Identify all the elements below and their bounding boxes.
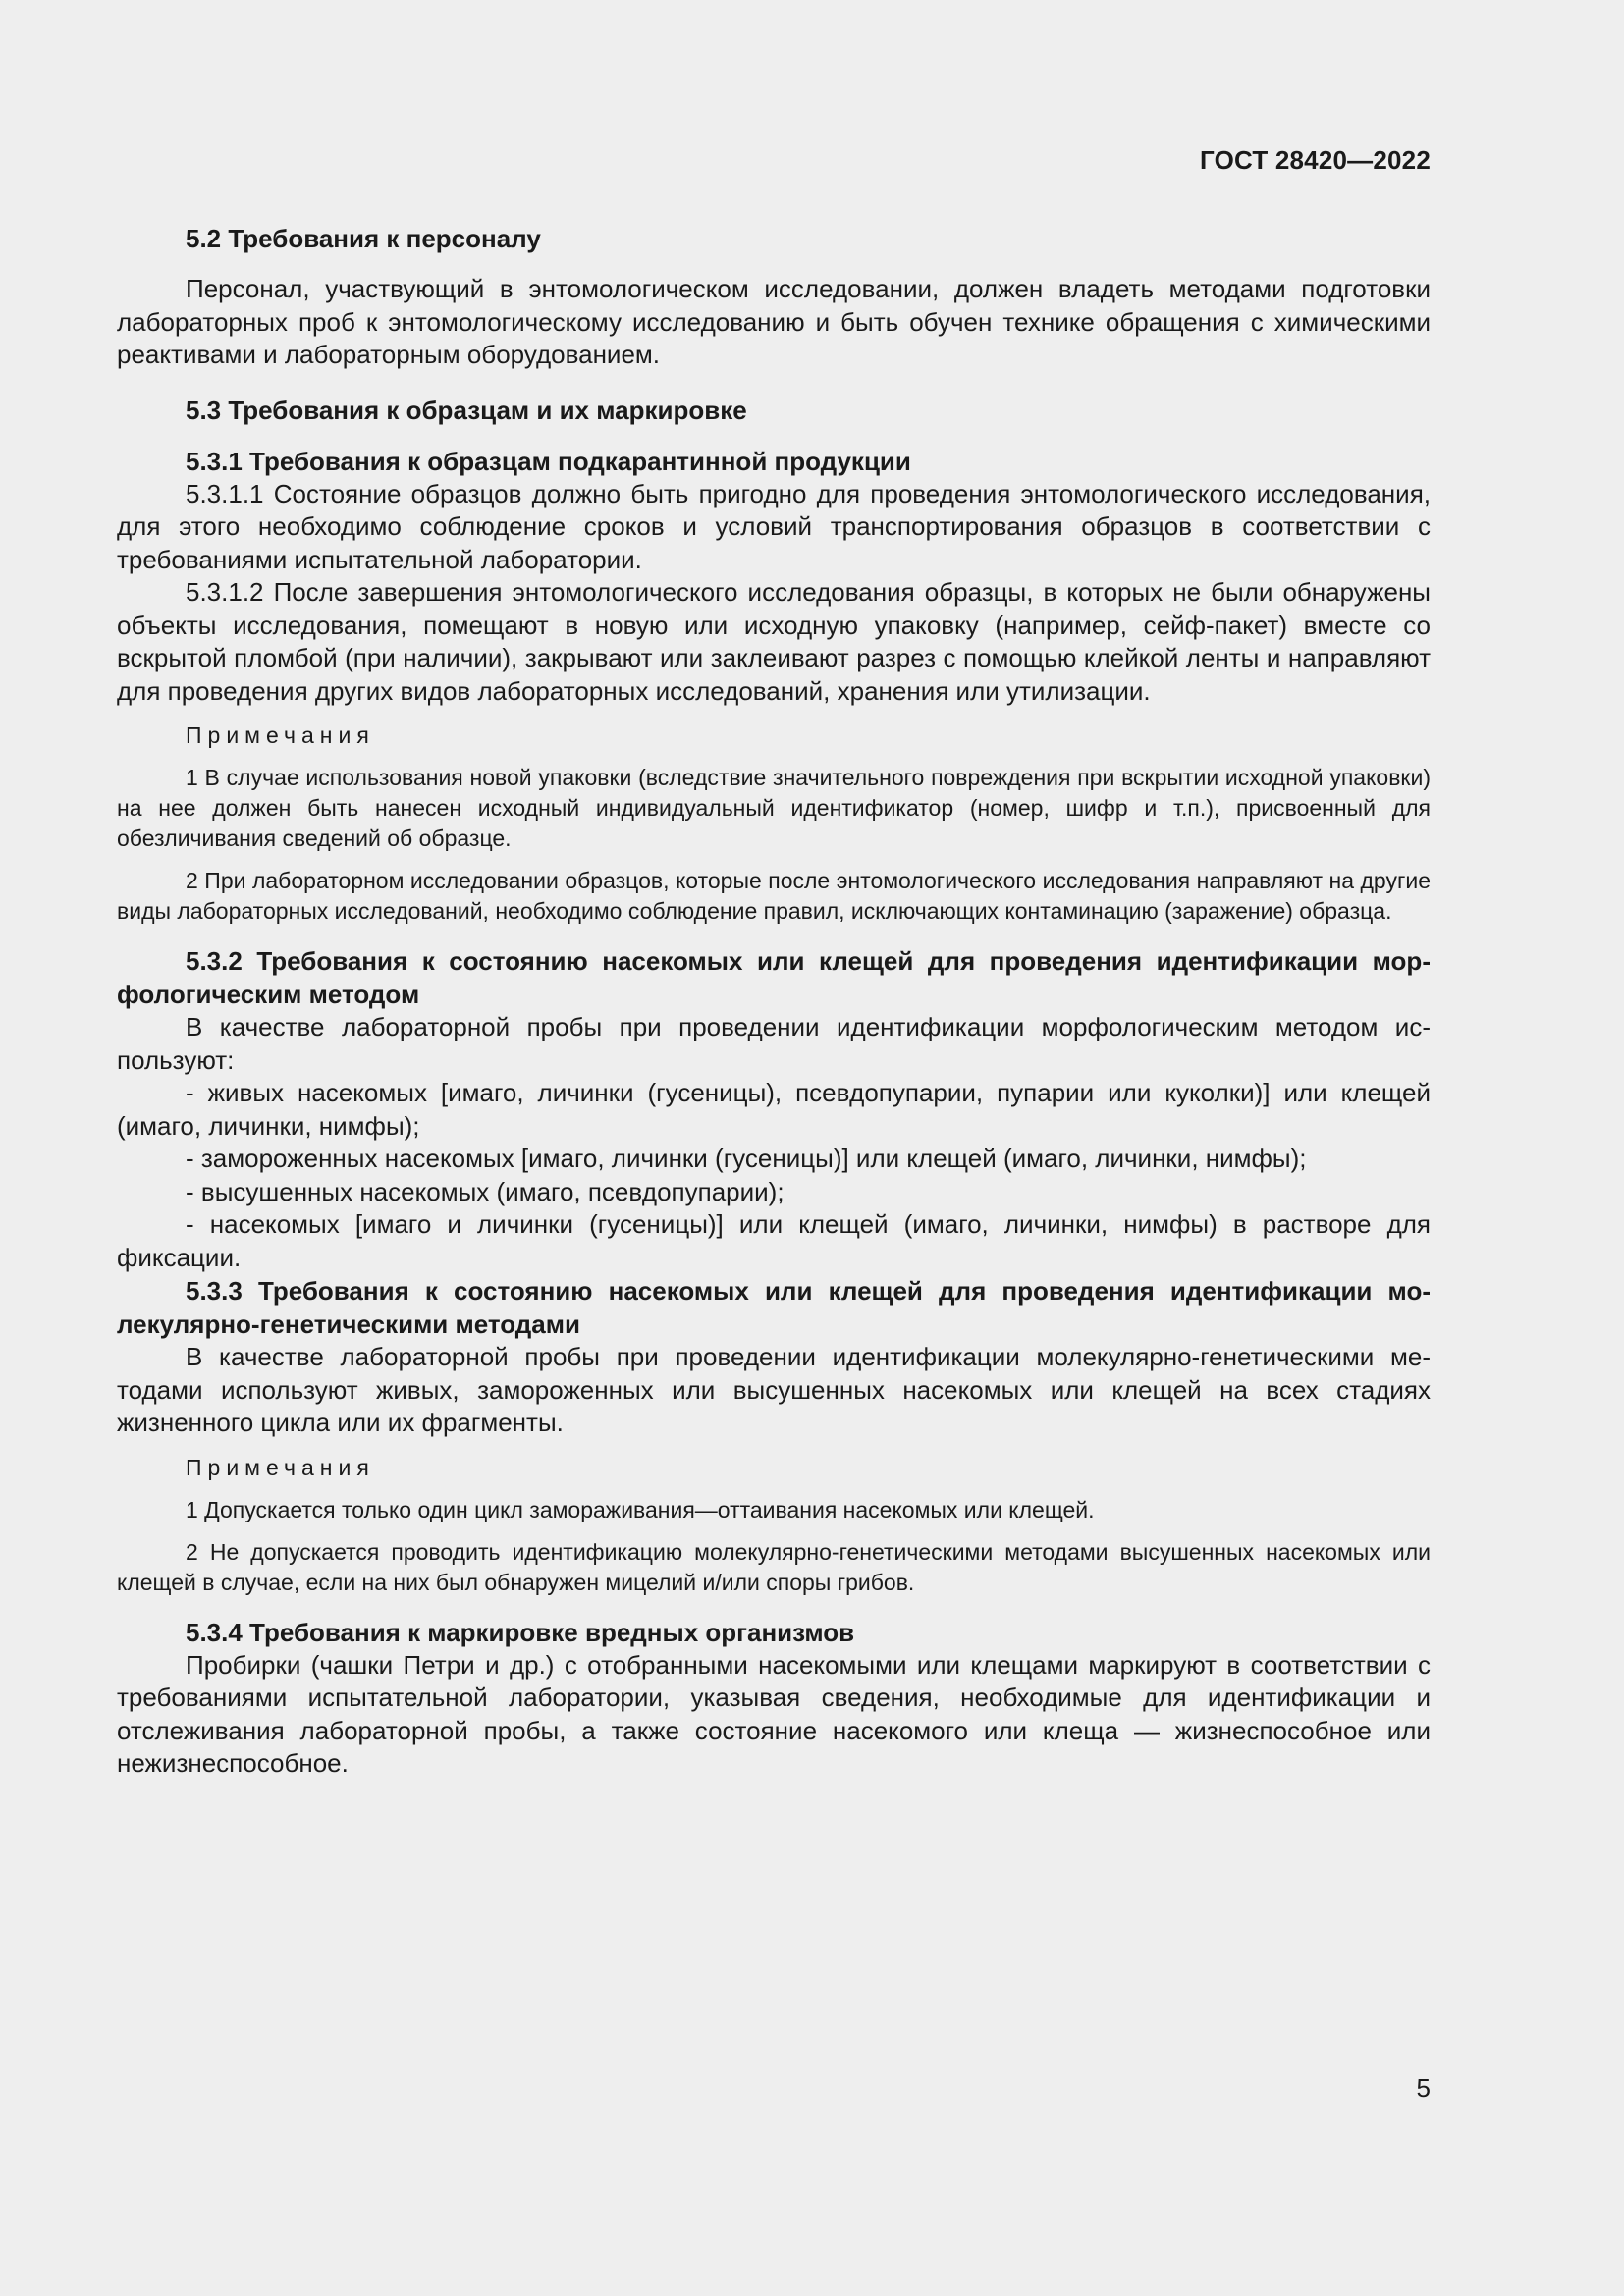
section-5-3-1-2-text: 5.3.1.2 После завершения энтомологического исследования образцы, в которых не были обнаружены объекты исследования, помещают в новую или исходную упаковку (например, сейф-пакет) вместе со вскрытой пломбой (при наличии), закрывают или заклеивают разрез с помощью клейкой ленты и направляют для проведения других видов лабораторных исследований, хранения или утилизации.: [117, 577, 1431, 706]
note-1: 1 Допускается только один цикл замораживания—оттаивания насекомых или клещей.: [186, 1496, 1095, 1522]
section-5-3-1-1-text: 5.3.1.1 Состояние образцов должно быть пригодно для проведения энтомологического исследования, для этого необходимо соблюдение сроков и условий транспортирования образцов в соответствии с требованиями испытательной лаборатории.: [117, 478, 1431, 574]
document-body: [117, 222, 1431, 1781]
notes-heading: Примечания: [186, 1454, 375, 1480]
note-2: 2 При лабораторном исследовании образцов, которые после энтомологического исследования направляют на другие виды лабораторных исследований, необходимо соблюдение правил, исключающих контаминацию (заражение) образца.: [117, 868, 1431, 924]
list-item: - насекомых [имаго и личинки (гусеницы)] или клещей (имаго, личинки, нимфы) в растворе для фиксации.: [117, 1209, 1431, 1272]
section-5-2-text: Персонал, участвующий в энтомологическом исследовании, должен владеть методами подготовки лабораторных проб к энтомологическому исследованию и быть обучен технике обращения с химическими реактивами и лабораторным оборудованием.: [117, 274, 1431, 369]
section-5-3-title: 5.3 Требования к образцам и их маркировке: [186, 395, 747, 425]
list-item: - живых насекомых [имаго, личинки (гусеницы), псевдопупарии, пупарии или куколки)] или клещей (имаго, личинки, нимфы);: [117, 1078, 1431, 1141]
list-item: - высушенных насекомых (имаго, псевдопупарии);: [186, 1176, 785, 1206]
page-number: 5: [1416, 2073, 1431, 2103]
list-item: - замороженных насекомых [имаго, личинки (гусеницы)] или клещей (имаго, личинки, нимфы);: [186, 1144, 1307, 1173]
section-5-3-2-intro: В качестве лабораторной пробы при проведении идентификации морфологическим методом используют:: [117, 1012, 1431, 1075]
notes-heading: Примечания: [186, 722, 375, 748]
section-5-3-3-text: В качестве лабораторной пробы при проведении идентификации молекулярно-генетическими методами используют живых, замороженных или высушенных насекомых или клещей на всех стадиях жизненного цикла или их фрагменты.: [117, 1342, 1431, 1437]
section-5-3-4-title: 5.3.4 Требования к маркировке вредных организмов: [186, 1617, 855, 1647]
section-5-3-4-text: Пробирки (чашки Петри и др.) с отобранными насекомыми или клещами маркируют в соответствии с требованиями испытательной лаборатории, указывая сведения, необходимые для идентификации и отслеживания лабораторной пробы, а также состояние насекомого или клеща — жизнеспособное или нежизнеспособное.: [117, 1649, 1431, 1778]
note-1: 1 В случае использования новой упаковки (вследствие значительного повреждения при вскрытии исходной упаковки) на нее должен быть нанесен исходный индивидуальный идентификатор (номер, шифр и т.п.), присвоенный для обезличивания сведений об образце.: [117, 765, 1431, 851]
section-5-3-1-title: 5.3.1 Требования к образцам подкарантинной продукции: [186, 446, 911, 476]
document-code: ГОСТ 28420—2022: [1200, 145, 1431, 175]
section-5-3-3-title: 5.3.3 Требования к состоянию насекомых или клещей для проведения идентификации молекулярно-генетическими методами: [117, 1276, 1431, 1339]
section-5-2-title: 5.2 Требования к персоналу: [186, 224, 541, 253]
note-2: 2 Не допускается проводить идентификацию молекулярно-генетическими методами высушенных насекомых или клещей в случае, если на них был обнаружен мицелий и/или споры грибов.: [117, 1538, 1431, 1595]
section-5-3-2-title: 5.3.2 Требования к состоянию насекомых или клещей для проведения идентификации морфологическим методом: [117, 946, 1431, 1009]
